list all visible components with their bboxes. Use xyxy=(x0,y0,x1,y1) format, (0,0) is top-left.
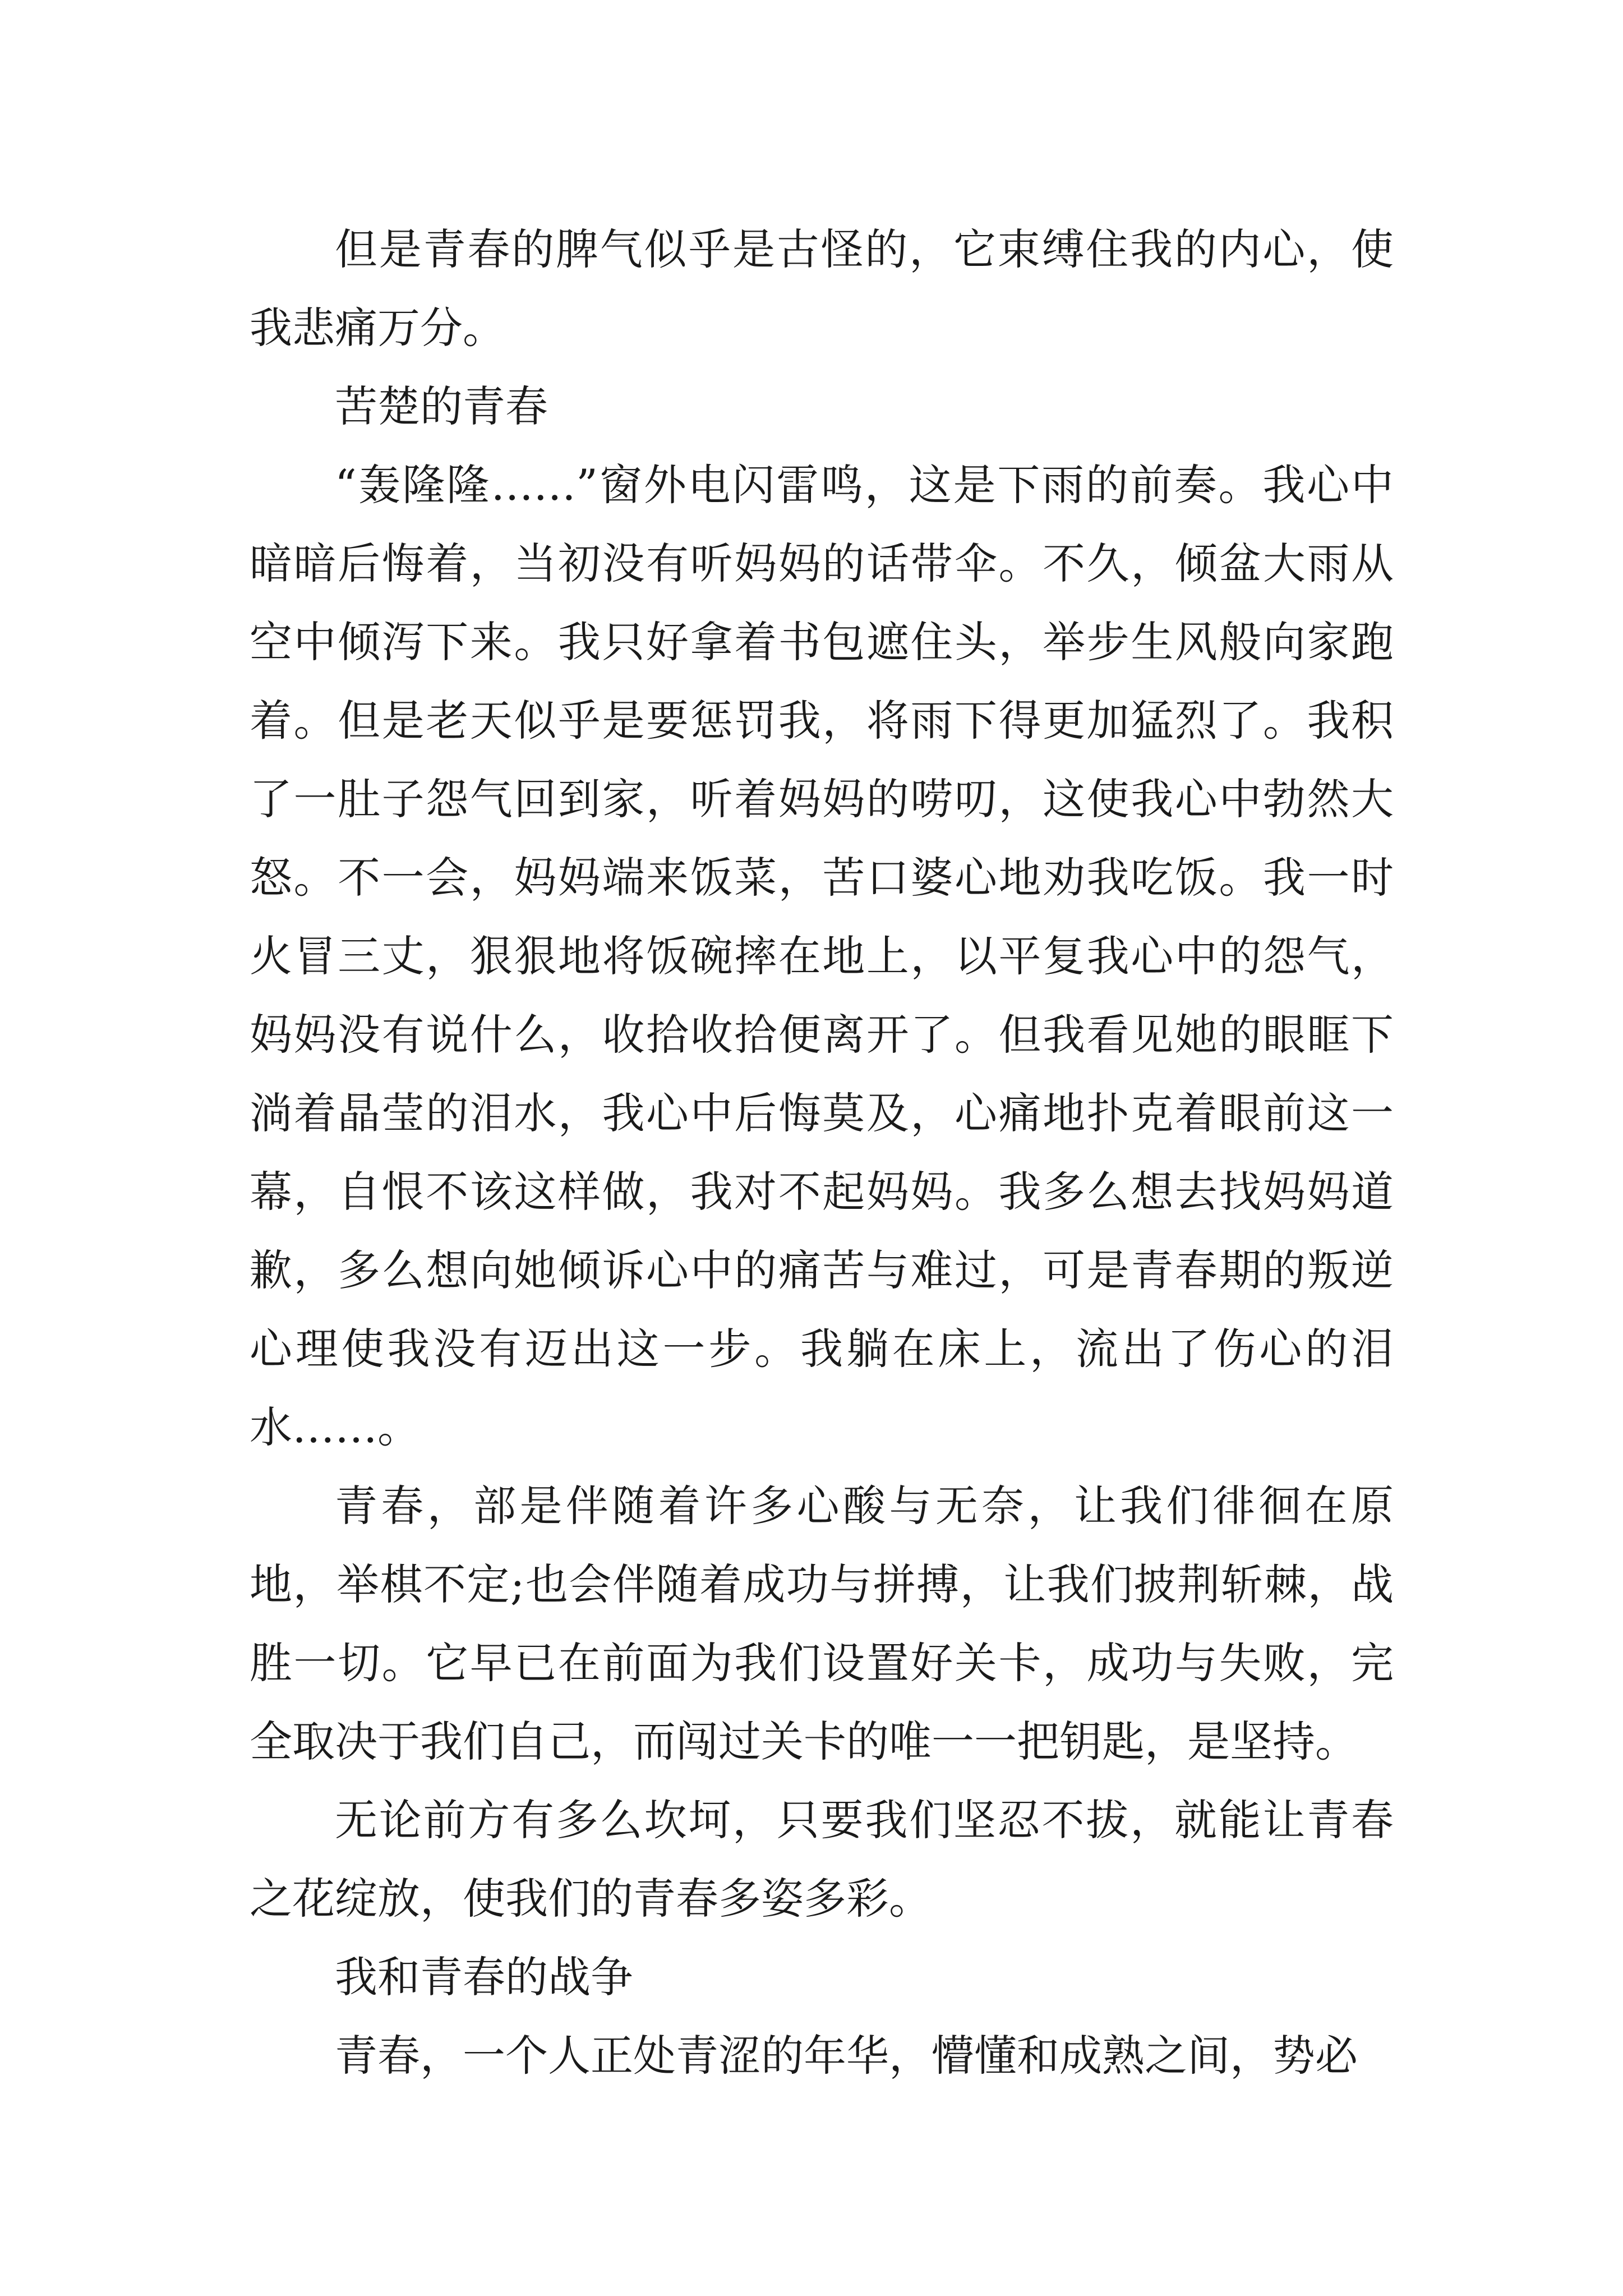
paragraph-rainy-day-story: “轰隆隆……”窗外电闪雷鸣，这是下雨的前奏。我心中暗暗后悔着，当初没有听妈妈的话带伞。不久，倾盆大雨从空中倾泻下来。我只好拿着书包遮住头，举步生风般向家跑着。但是老天似乎是要惩罚我，将雨下得更加猛烈了。我积了一肚子怨气回到家，听着妈妈的唠叨，这使我心中勃然大怒。不一会，妈妈端来饭菜，苦口婆心地劝我吃饭。我一时火冒三丈，狠狠地将饭碗摔在地上，以平复我心中的怨气，妈妈没有说什么，收拾收拾便离开了。但我看见她的眼眶下淌着晶莹的泪水，我心中后悔莫及，心痛地扑克着眼前这一幕，自恨不该这样做，我对不起妈妈。我多么想去找妈妈道歉，多么想向她倾诉心中的痛苦与难过，可是青春期的叛逆心理使我没有迈出这一步。我躺在床上，流出了伤心的泪水……。 xyxy=(250,460,1394,1452)
section-heading-bitter-youth: 苦楚的青春 xyxy=(335,381,548,431)
paragraph-youth-bloom: 无论前方有多么坎坷，只要我们坚忍不拔，就能让青春之花绽放，使我们的青春多姿多彩。 xyxy=(250,1795,1394,1924)
paragraph-youth-temper: 但是青春的脾气似乎是古怪的，它束缚住我的内心，使我悲痛万分。 xyxy=(250,224,1394,353)
section-heading-war-with-youth: 我和青春的战争 xyxy=(335,1952,633,2002)
paragraph-youth-definition: 青春，一个人正处青涩的年华，懵懂和成熟之间，势必 xyxy=(335,2031,1358,2081)
paragraph-youth-reflection: 青春，部是伴随着许多心酸与无奈，让我们徘徊在原地，举棋不定;也会伴随着成功与拼搏，让我们披荆斩棘，战胜一切。它早已在前面为我们设置好关卡，成功与失败，完全取决于我们自己，而闯过关卡的唯一一把钥匙，是坚持。 xyxy=(250,1481,1394,1766)
document-body xyxy=(250,210,1394,2095)
